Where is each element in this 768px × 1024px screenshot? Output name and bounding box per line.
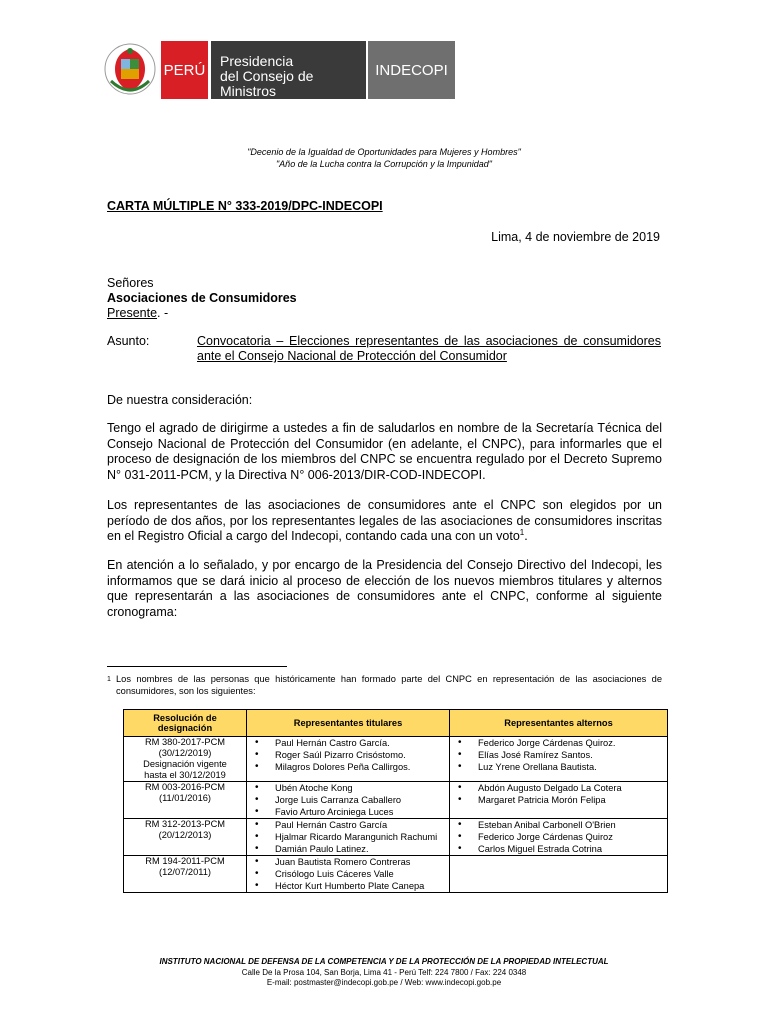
resolution-line: RM 380-2017-PCM bbox=[144, 737, 226, 747]
table-row bbox=[124, 782, 668, 819]
titulares-cell bbox=[247, 856, 450, 893]
list-item: • Ubén Atoche Kong bbox=[253, 782, 447, 794]
recipient-block bbox=[107, 276, 297, 321]
presente-word: Presente bbox=[107, 306, 158, 320]
table-row bbox=[124, 819, 668, 856]
resolution-line: (30/12/2019) bbox=[158, 748, 212, 758]
list-item: • Crisólogo Luis Cáceres Valle bbox=[253, 868, 447, 880]
list-item: • Roger Saúl Pizarro Crisóstomo. bbox=[253, 749, 447, 761]
list-item: • Paul Hernán Castro García. bbox=[253, 737, 447, 749]
pcm-logo bbox=[211, 41, 366, 99]
header-titulares: Representantes titulares bbox=[247, 710, 450, 737]
list-item: • Esteban Anibal Carbonell O'Brien bbox=[456, 819, 665, 831]
footnote bbox=[107, 674, 662, 697]
list-item: • Carlos Miguel Estrada Cotrina bbox=[456, 843, 665, 855]
footnote-text: Los nombres de las personas que históricamente han formado parte del CNPC en representación de las asociaciones de consumidores, son los siguientes: bbox=[116, 674, 662, 696]
titulares-cell bbox=[247, 819, 450, 856]
alternos-cell bbox=[450, 737, 668, 782]
subject-label: Asunto: bbox=[107, 334, 150, 348]
paragraph-3: En atención a lo señalado, y por encargo de la Presidencia del Consejo Directivo del Indecopi, les informamos que se dará inicio al proceso de elección de los nuevos miembros titulares y alternos que representarán a las asociaciones de consumidores ante el CNPC, conforme al siguiente cronograma: bbox=[107, 558, 662, 619]
list-item: • Favio Arturo Arciniega Luces bbox=[253, 806, 447, 818]
presente-suffix: . - bbox=[157, 306, 169, 320]
coat-of-arms-icon bbox=[101, 41, 161, 99]
pcm-line-2: del Consejo de Ministros bbox=[220, 68, 314, 99]
list-item: • Federico Jorge Cárdenas Quiroz. bbox=[456, 737, 665, 749]
titulares-list bbox=[249, 856, 447, 892]
list-item: • Federico Jorge Cárdenas Quiroz bbox=[456, 831, 665, 843]
letterhead bbox=[101, 41, 455, 99]
resolution-line: (12/07/2011) bbox=[158, 867, 212, 877]
letter-title: CARTA MÚLTIPLE N° 333-2019/DPC-INDECOPI bbox=[107, 199, 383, 213]
peru-logo: PERÚ bbox=[161, 41, 208, 99]
paragraph-2-text: Los representantes de las asociaciones de consumidores ante el CNPC son elegidos por un período de dos años, por los representantes legales de las asociaciones de consumidores inscritas en el Registro Oficial a cargo del Indecopi, contando cada una con un voto bbox=[107, 498, 662, 543]
resolution-cell bbox=[124, 782, 247, 819]
resolution-cell bbox=[124, 819, 247, 856]
table-header-row bbox=[124, 710, 668, 737]
resolution-line: RM 312-2013-PCM bbox=[144, 819, 226, 829]
list-item: • Héctor Kurt Humberto Plate Canepa bbox=[253, 880, 447, 892]
titulares-cell bbox=[247, 782, 450, 819]
alternos-list bbox=[452, 737, 665, 773]
resolution-cell bbox=[124, 737, 247, 782]
list-item: • Paul Hernán Castro García bbox=[253, 819, 447, 831]
list-item: • Hjalmar Ricardo Marangunich Rachumi bbox=[253, 831, 447, 843]
resolution-line: Designación vigente bbox=[143, 759, 227, 769]
resolution-cell bbox=[124, 856, 247, 893]
resolution-line: RM 194-2011-PCM bbox=[145, 856, 225, 866]
paragraph-2-end: . bbox=[524, 529, 528, 543]
footer-contact: E-mail: postmaster@indecopi.gob.pe / Web: www.indecopi.gob.pe bbox=[266, 978, 502, 987]
footnote-number: 1 bbox=[107, 676, 111, 683]
titulares-list bbox=[249, 782, 447, 818]
pcm-line-1: Presidencia bbox=[220, 53, 294, 69]
paragraph-1: Tengo el agrado de dirigirme a ustedes a fin de saludarlos en nombre de la Secretaría Técnica del Consejo Nacional de Protección del Consumidor (en adelante, el CNPC), para informarles que el proceso de designación de los miembros del CNPC se encuentra regulado por el Decreto Supremo N° 031-2011-PCM, y la Directiva N° 006-2013/DIR-COD-INDECOPI. bbox=[107, 421, 662, 482]
header-alternos: Representantes alternos bbox=[450, 710, 668, 737]
list-item: • Milagros Dolores Peña Callirgos. bbox=[253, 761, 447, 773]
mottos bbox=[0, 146, 768, 170]
alternos-list bbox=[452, 819, 665, 855]
letter-date: Lima, 4 de noviembre de 2019 bbox=[491, 230, 660, 244]
footnote-ref[interactable]: 1 bbox=[519, 527, 525, 537]
presente-line bbox=[107, 306, 297, 321]
list-item: • Damián Paulo Latinez. bbox=[253, 843, 447, 855]
resolution-line: hasta el 30/12/2019 bbox=[144, 770, 226, 780]
footer bbox=[0, 957, 768, 989]
alternos-cell bbox=[450, 819, 668, 856]
list-item: • Margaret Patricia Morón Felipa bbox=[456, 794, 665, 806]
footer-address: Calle De la Prosa 104, San Borja, Lima 41 - Perú Telf: 224 7800 / Fax: 224 0348 bbox=[241, 967, 527, 977]
alternos-cell bbox=[450, 856, 668, 893]
list-item: • Elías José Ramírez Santos. bbox=[456, 749, 665, 761]
resolution-line: RM 003-2016-PCM bbox=[144, 782, 226, 792]
footnote-divider bbox=[107, 666, 287, 667]
indecopi-logo: INDECOPI bbox=[368, 41, 455, 99]
alternos-cell bbox=[450, 782, 668, 819]
alternos-list bbox=[452, 782, 665, 806]
titulares-list bbox=[249, 819, 447, 855]
salutation-to: Señores bbox=[107, 276, 154, 290]
motto-line-1: "Decenio de la Igualdad de Oportunidades para Mujeres y Hombres" bbox=[247, 147, 521, 157]
titulares-cell bbox=[247, 737, 450, 782]
resolution-line: (20/12/2013) bbox=[158, 830, 212, 840]
paragraph-2 bbox=[107, 498, 662, 545]
titulares-list bbox=[249, 737, 447, 773]
footer-org: INSTITUTO NACIONAL DE DEFENSA DE LA COMPETENCIA Y DE LA PROTECCIÓN DE LA PROPIEDAD INTELECTUAL bbox=[159, 957, 609, 966]
list-item: • Luz Yrene Orellana Bautista. bbox=[456, 761, 665, 773]
table-body bbox=[124, 737, 668, 893]
motto-line-2: "Año de la Lucha contra la Corrupción y la Impunidad" bbox=[275, 159, 493, 169]
resolution-line: (11/01/2016) bbox=[158, 793, 212, 803]
representatives-table bbox=[123, 709, 668, 893]
list-item: • Abdón Augusto Delgado La Cotera bbox=[456, 782, 665, 794]
greeting: De nuestra consideración: bbox=[107, 393, 253, 407]
recipient-name: Asociaciones de Consumidores bbox=[107, 291, 297, 305]
list-item: • Juan Bautista Romero Contreras bbox=[253, 856, 447, 868]
header-resolution: Resolución de designación bbox=[124, 710, 247, 737]
list-item: • Jorge Luis Carranza Caballero bbox=[253, 794, 447, 806]
table-row bbox=[124, 737, 668, 782]
table-row bbox=[124, 856, 668, 893]
subject-text: Convocatoria – Elecciones representantes de las asociaciones de consumidores ante el Consejo Nacional de Protección del Consumidor bbox=[197, 334, 661, 363]
